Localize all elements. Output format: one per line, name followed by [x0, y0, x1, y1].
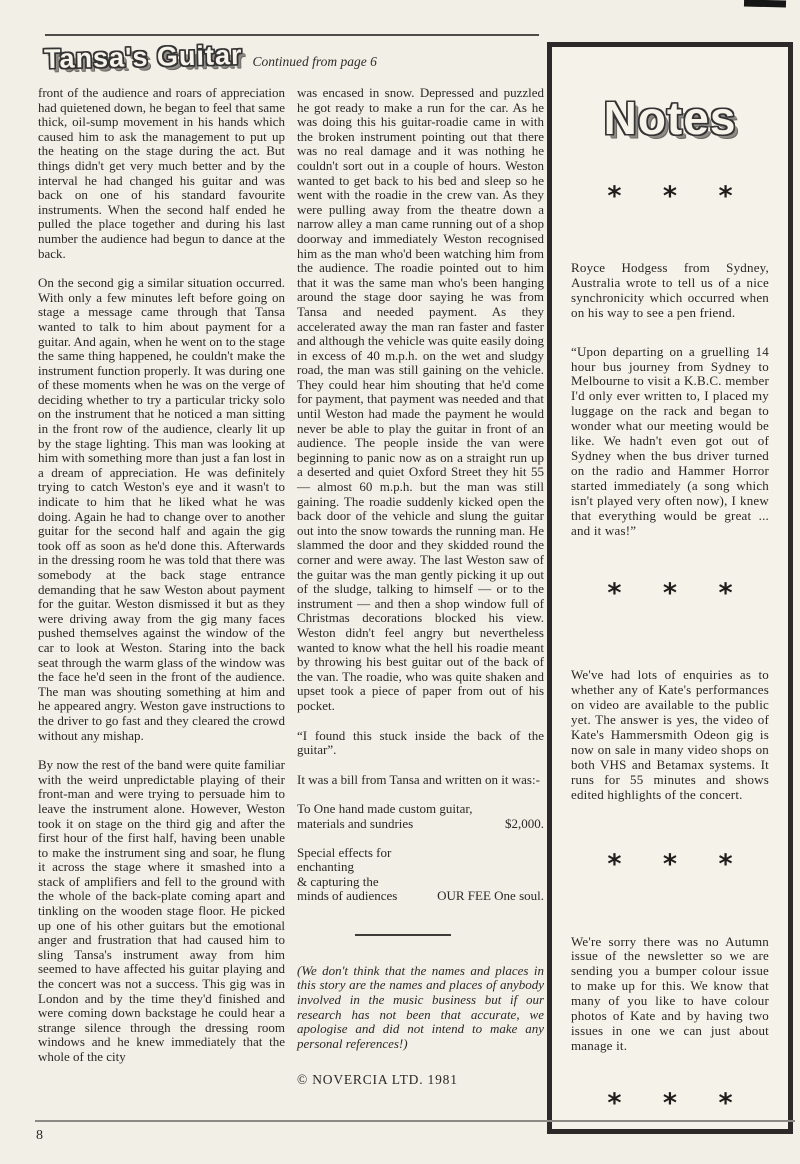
copyright-notice: © NOVERCIA LTD. 1981: [297, 1072, 458, 1088]
bill-amount: $2,000.: [505, 815, 544, 831]
note-item: [571, 935, 769, 1054]
tansa-bill: [297, 802, 544, 904]
asterisk-separator: * * *: [607, 181, 749, 212]
page-number: 8: [36, 1128, 43, 1143]
paragraph: By now the rest of the band were quite familiar with the weird unpredictable playing of their front-man and were trying to persuade him to leave the instrument alone. However, Weston took it on stage on the third gig and after the first hour of the first half, having been unable to make the instrument sing and soar, he flung it across the stage where it smashed into a stack of amplifiers and fell to the ground with the whole of the back-plate coming apart and tinkling on the wooden stage floor. He picked up one of his other guitars but the emotional anger and frustration that had caused him to sling Tansa's instrument away from him seemed to have affected his guitar playing and the concert was not a success. This gig was in London and by the time they'd finished and were coming down backstage he could hear a strange silence through the dressing room windows and he knew immediately that the whole of the city: [38, 757, 285, 1064]
scan-artifact: [744, 0, 786, 8]
paragraph: “I found this stuck inside the back of the guitar”.: [297, 727, 544, 758]
article-header: [43, 39, 377, 75]
article-column-2: [297, 86, 544, 1088]
asterisk-separator: * * *: [607, 578, 749, 610]
note-item: [571, 668, 769, 802]
notes-title: Notes: [603, 92, 737, 144]
note-paragraph: “Upon departing on a gruelling 14 hour bus journey from Sydney to Melbourne to visit a K.B.C. member I'd only ever written to, I placed my luggage on the rack and began to wonder what our meeting would be like. We hadn't even got out of Sydney when the bus driver turned on the radio and Hammer Horror started immediately (a song which isn't played very often now), I knew that everything would be great ... and it was!”: [571, 343, 769, 538]
bill-item-label: materials and sundries: [297, 815, 414, 831]
bill-line: Special effects for: [297, 844, 392, 860]
bill-line: To One hand made custom guitar,: [297, 801, 473, 817]
asterisk-separator: * * *: [607, 1087, 749, 1119]
paragraph: was encased in snow. Depressed and puzzled he got ready to make a run for the car. As he was doing this his guitar-roadie came in with the broken instrument pointing out that there was no real damage and it was nothing he couldn't sort out in a couple of hours. Weston wanted to get back to his bed and sleep so he went with the roadie in the crew van. As they were pulling away from the theatre down a narrow alley a man came running out of a shop doorway and immediately Weston recognised him as the man who'd been watching him from the audience. The roadie pointed out to him that it was the same man who's been hanging around the stage door saying he was from Tansa and needed payment. As they accelerated away the man ran faster and faster and although the vehicle was quite easily doing in excess of 40 m.p.h. on the wet and sludgy road, the man was still gaining on the vehicle. They could hear him shouting that he'd come for payment, that payment was needed and that until Weston had made the payment he would never be able to play the guitar in front of an audience. The people inside the van were beginning to panic now as on a straight run up a deserted and quiet Oxford Street they hit 55 — almost 60 m.p.h. but the man was still gaining. The roadie suddenly kicked open the back door of the vehicle and slung the guitar out into the snow towards the running man. He slammed the door and they skidded round the corner and were away. The last Weston saw of the guitar was the man gently picking it up out of the sludge, talking to himself — or to the instrument — and then a shop window full of Christmas decorations blocked his view. Weston didn't feel angry but nevertheless wanted to know what the hell his roadie meant by throwing his best guitar out of the back of the van. The roadie, who was quite shaken and upset took a piece of paper from out of his pocket.: [297, 85, 544, 713]
note-paragraph: Royce Hodgess from Sydney, Australia wrote to tell us of a nice synchronicity which occurred when on his way to see a pen friend.: [571, 260, 769, 320]
continued-from-label: Continued from page 6: [252, 54, 377, 69]
article-title: Tansa's Guitar: [43, 39, 243, 75]
note-paragraph: We've had lots of enquiries as to whether any of Kate's performances on video are available to the public yet. The answer is yes, the video of Kate's Hammersmith Odeon gig is now on sale in many video shops on both VHS and Betamax systems. It runs for 55 minutes and shows edited highlights of the concert.: [571, 667, 769, 802]
paragraph: On the second gig a similar situation occurred. With only a few minutes left before going on stage a message came through that Tansa wanted to talk to him about payment for a guitar. And again, when he went on to the stage the same thing happened, he couldn't make the instrument function properly. It was during one of these moments when he was on the verge of deciding whether to try a particular tricky solo on the instrument that he noticed a man sitting in the front row of the audience, clearly lit up by the stage lighting. This man was looking at him with something more than just a fan lost in a dream of appreciation. He was definitely trying to catch Weston's eye and it wasn't to indicate to him that he liked what he was doing. Again he had to change over to another guitar for the second half and again the gig took off as soon as he'd done this. Afterwards in the dressing room he was told that there was somebody at the back stage entrance demanding that he saw Weston about payment for the guitar. Weston dismissed it but as they were driving away from the gig many faces pushed themselves against the window of the car to look at Weston. Staring into the back seat through the warm glass of the window was the face he'd seen in the front of the audience. The man was shouting something at him and he appeared angry. Weston gave instructions to the driver to go fast and they cleared the crowd without any mishap.: [38, 275, 285, 743]
bill-line: [297, 817, 544, 832]
bill-line: enchanting: [297, 859, 355, 875]
bill-fee: OUR FEE One soul.: [437, 888, 544, 904]
asterisk-separator: * * *: [607, 848, 749, 880]
bill-line: [297, 889, 544, 904]
article-body: [38, 86, 544, 1088]
bill-item-label: minds of audiences: [297, 888, 398, 904]
note-paragraph: We're sorry there was no Autumn issue of the newsletter so we are sending you a bumper colour issue to make up for this. We know that many of you like to have colour photos of Kate and by having two issues in one we can just about manage it.: [571, 933, 769, 1053]
article-column-1: [38, 86, 285, 1088]
section-divider-rule: [355, 934, 451, 936]
notes-sidebar: [547, 42, 793, 1134]
bill-line: & capturing the: [297, 873, 379, 889]
note-item: [571, 261, 769, 538]
bottom-rule: [35, 1120, 795, 1122]
editorial-disclaimer: (We don't think that the names and places in this story are the names and places of anybody involved in the music business but if our research has not been that accurate, we apologise and did not intend to make any personal references!): [297, 962, 544, 1051]
top-rule: [45, 34, 539, 36]
paragraph: front of the audience and roars of appreciation had quietened down, he began to feel that same thick, oil-sump movement in his hands which caused him to ask the management to put up the heating on the stage during the act. But things didn't get very much better and by the interval he had changed his guitar and was back on one of his standard favourite instruments. When the second half ended he pulled the place together and during his last number the audience had begun to dance at the back.: [38, 85, 285, 261]
paragraph: It was a bill from Tansa and written on it was:-: [297, 771, 540, 787]
